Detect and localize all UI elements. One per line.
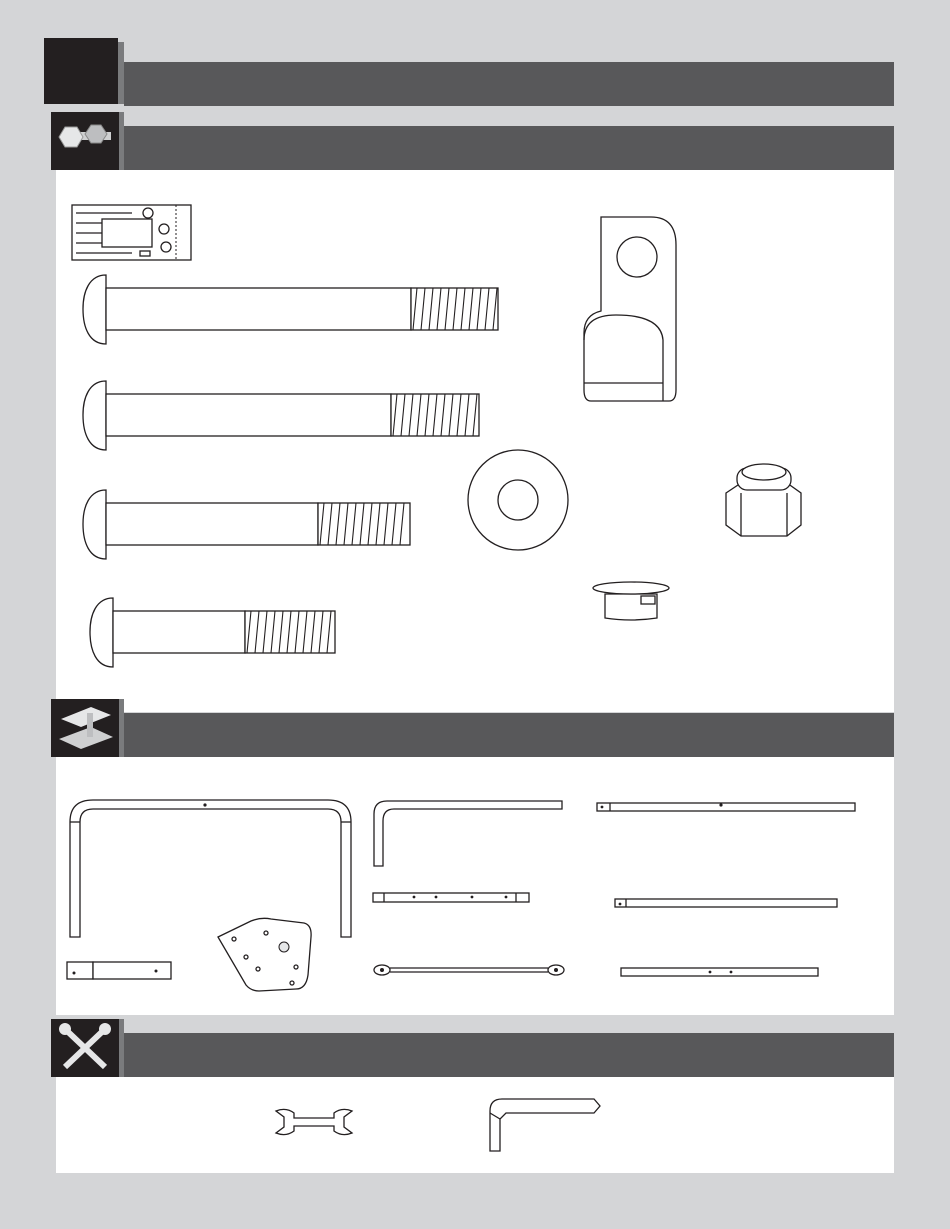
bolt-short — [88, 595, 338, 671]
tie-rod — [372, 962, 568, 978]
hardware-card-icon — [72, 205, 192, 261]
allen-key — [486, 1097, 606, 1153]
tools-section-bar — [124, 1033, 894, 1077]
l-tube — [372, 799, 564, 869]
parts-section-icon — [51, 699, 119, 757]
short-bar — [620, 966, 822, 980]
bolt-long — [81, 272, 501, 348]
hardware-section-icon — [51, 112, 119, 170]
long-tube — [596, 801, 858, 815]
parts-panel — [56, 757, 894, 1015]
tools-panel — [56, 1077, 894, 1173]
end-cap — [591, 580, 671, 622]
bolt-nut-icon — [51, 112, 119, 170]
strap-clip — [581, 215, 681, 407]
short-tube — [66, 961, 174, 981]
page-title-bar — [124, 62, 894, 106]
bolt-medium — [81, 487, 416, 563]
parts-section-bar — [124, 713, 894, 757]
washer — [466, 448, 570, 552]
wrench — [272, 1105, 356, 1139]
tools-section-icon — [51, 1019, 119, 1077]
flat-bar — [372, 891, 532, 905]
bracket-parts-icon — [51, 699, 119, 757]
nut — [721, 460, 806, 540]
corner-plate — [216, 917, 326, 997]
bolt-medium-long — [81, 378, 481, 454]
wrench-icon — [51, 1019, 119, 1077]
page-number-box — [44, 38, 118, 104]
mid-tube — [614, 897, 840, 911]
hardware-section-bar — [124, 126, 894, 170]
hardware-panel — [56, 170, 894, 712]
